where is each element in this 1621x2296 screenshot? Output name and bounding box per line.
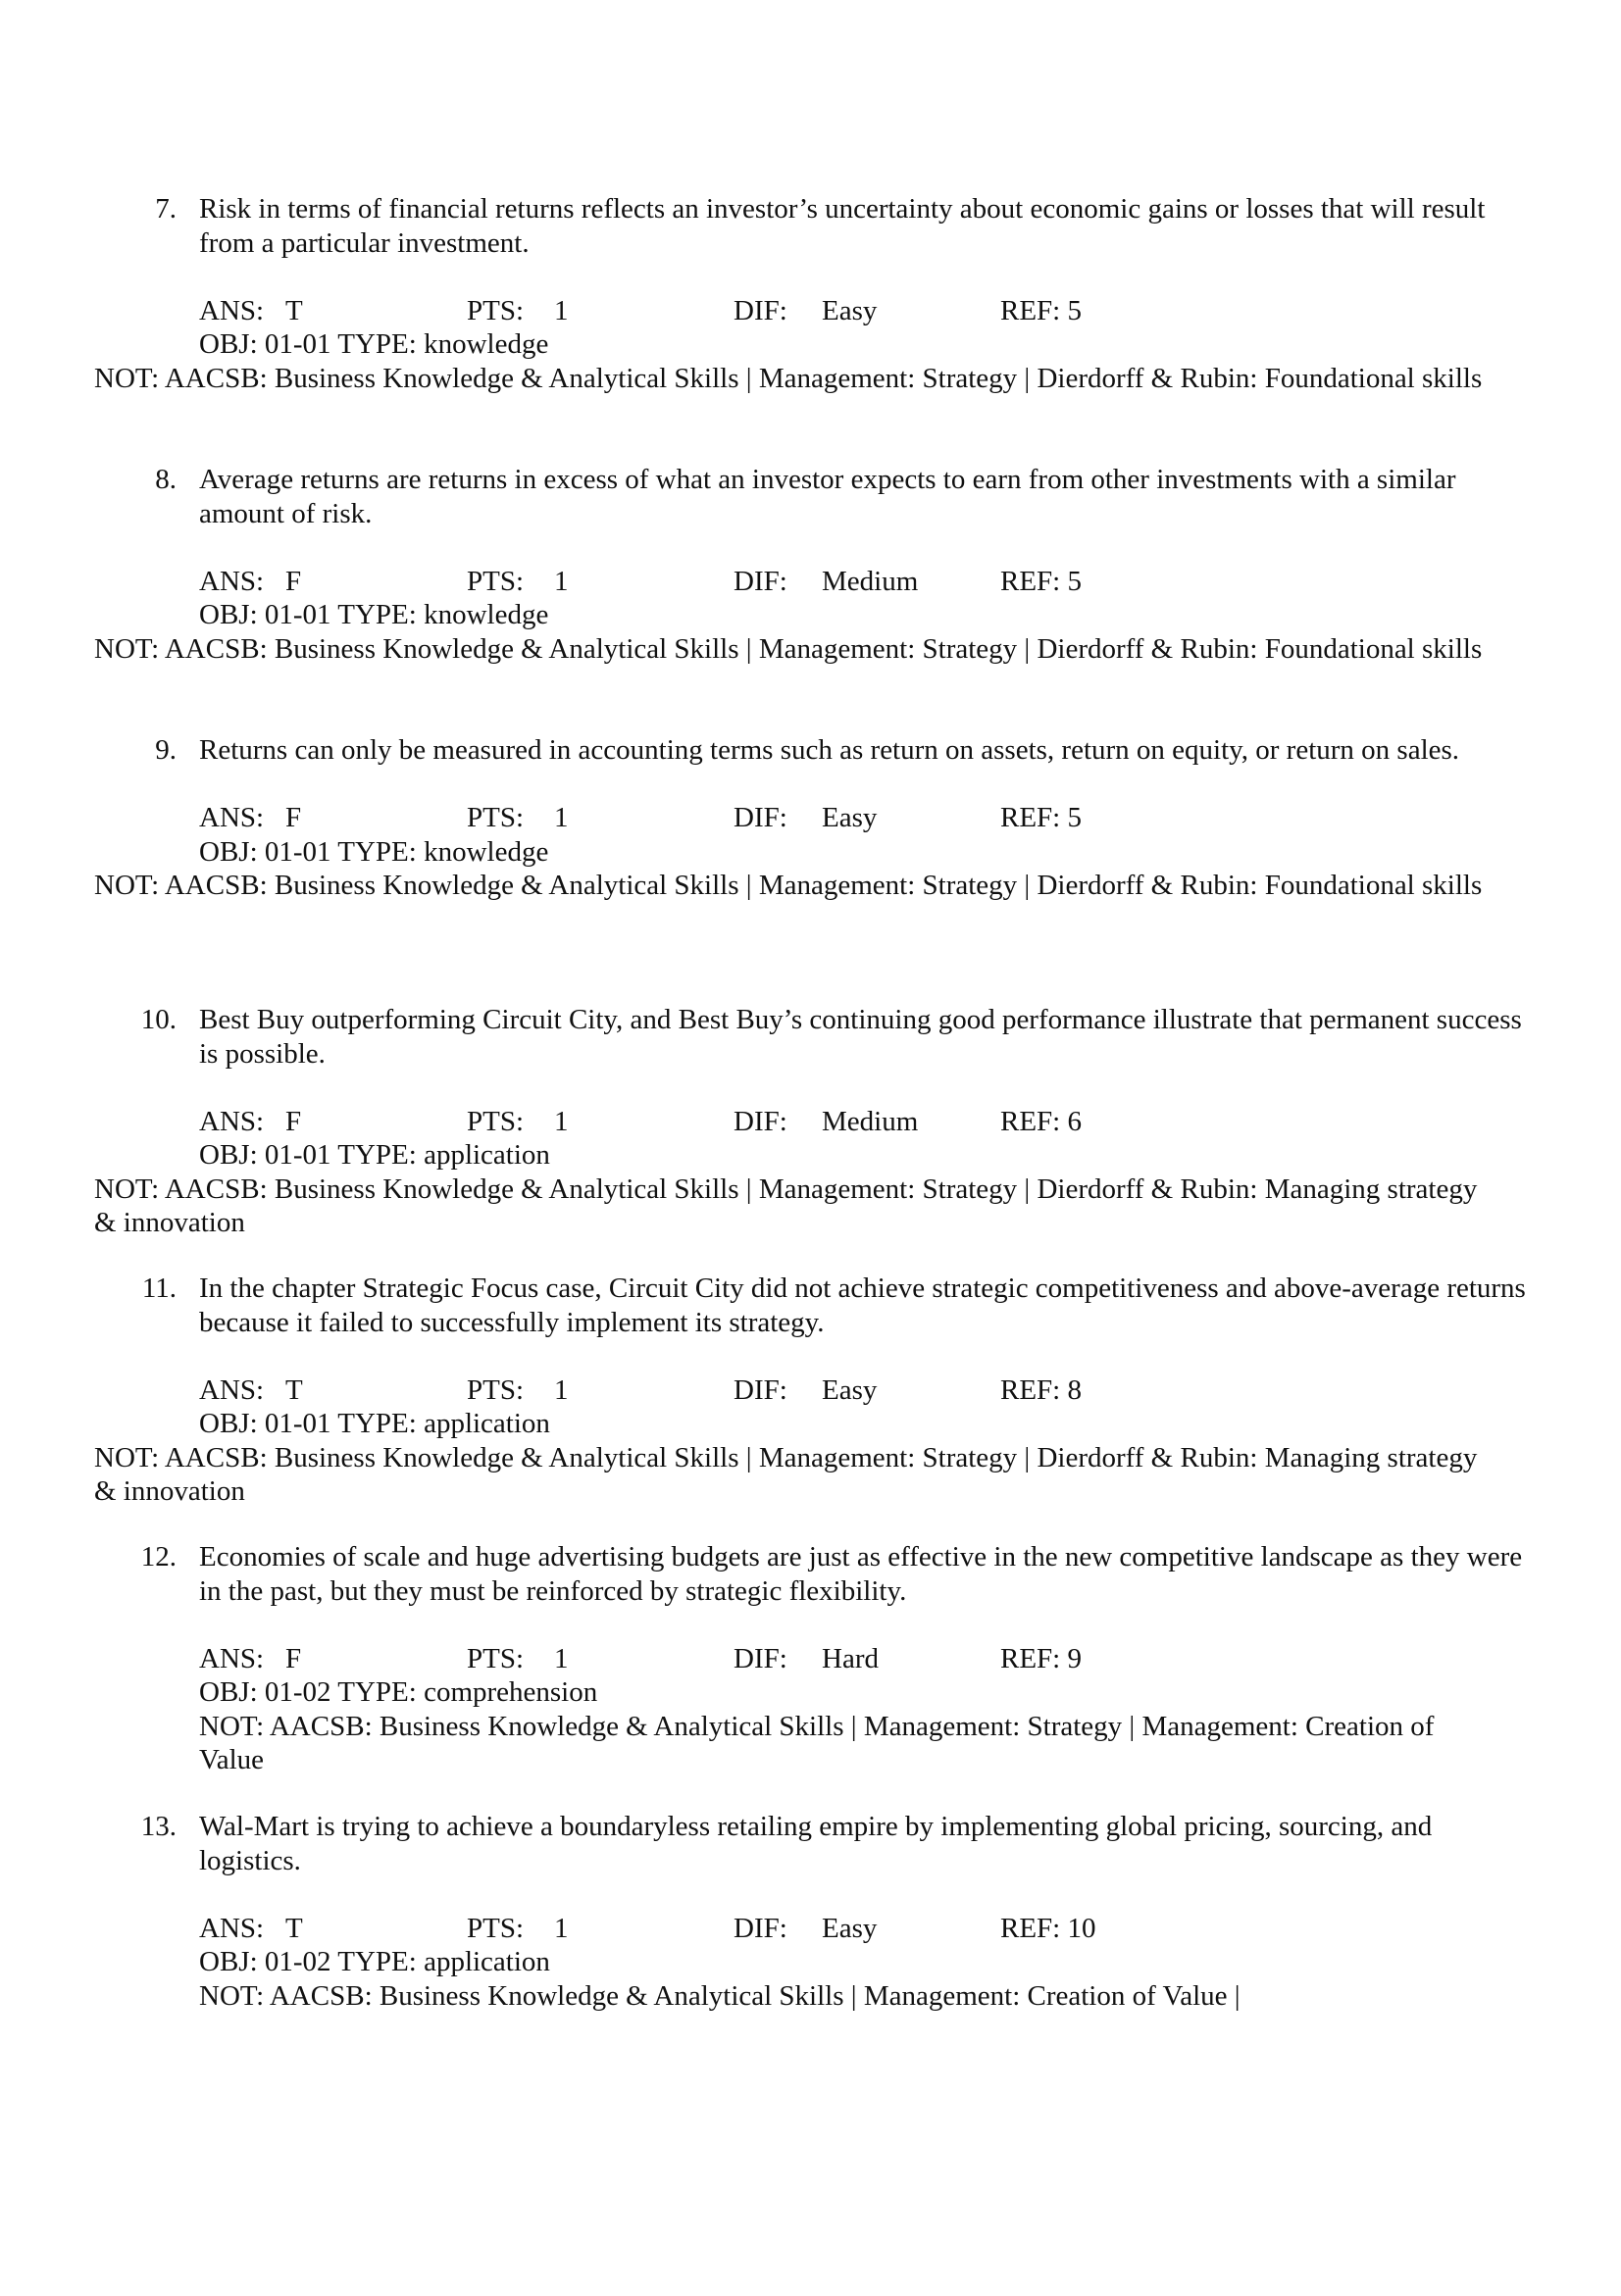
dif-label: DIF:: [734, 1642, 787, 1674]
question-text: Economies of scale and huge advertising budgets are just as effective in the new competitive landscape as they were in the past, but they must be reinforced by strategic flexibility.: [199, 1541, 1523, 1607]
ref-value: REF: 5: [1000, 565, 1082, 597]
question-block-7: [94, 192, 1487, 395]
dif-value: Easy: [822, 802, 878, 833]
question-text: Average returns are returns in excess of what an investor expects to earn from other investments with a similar amount of risk.: [199, 464, 1456, 529]
answer-row: [94, 1912, 1487, 1946]
dif-label: DIF:: [734, 1105, 787, 1137]
answer-row: [94, 294, 1487, 328]
pts-label: PTS:: [467, 565, 525, 597]
objective-line: OBJ: 01-01 TYPE: knowledge: [199, 599, 549, 630]
question-row: [94, 1810, 1538, 1877]
dif-value: Easy: [822, 1373, 878, 1406]
ans-label: ANS:: [199, 1105, 265, 1137]
ans-label: ANS:: [199, 802, 265, 833]
pts-label: PTS:: [467, 802, 525, 833]
question-text: Wal-Mart is trying to achieve a boundaryless retailing empire by implementing global pricing, sourcing, and logistics.: [199, 1811, 1433, 1876]
ans-value: F: [285, 1105, 302, 1137]
question-number: 12.: [140, 1541, 177, 1572]
question-block-8: [94, 463, 1487, 666]
ref-value: REF: 5: [1000, 802, 1082, 833]
notes-line: NOT: AACSB: Business Knowledge & Analytical Skills | Management: Strategy | Dierdorff & Rubin: Foundational skills: [94, 362, 1483, 394]
dif-label: DIF:: [734, 294, 787, 326]
pts-label: PTS:: [467, 1642, 525, 1674]
dif-value: Hard: [822, 1642, 879, 1674]
ref-value: REF: 9: [1000, 1642, 1082, 1674]
notes-line: NOT: AACSB: Business Knowledge & Analytical Skills | Management: Strategy | Dierdorff & Rubin: Foundational skills: [94, 632, 1483, 665]
answer-row: [94, 1373, 1487, 1408]
ref-value: REF: 5: [1000, 294, 1082, 326]
question-block-13: [94, 1810, 1487, 2013]
question-block-11: [94, 1272, 1526, 1509]
question-number: 8.: [155, 464, 177, 495]
question-block-12: [94, 1540, 1523, 1777]
ref-value: REF: 8: [1000, 1373, 1082, 1406]
question-row: [94, 192, 1538, 260]
dif-value: Easy: [822, 1912, 878, 1944]
dif-value: Medium: [822, 565, 919, 597]
question-text: In the chapter Strategic Focus case, Circuit City did not achieve strategic competitiveness and above-average returns because it failed to successfully implement its strategy.: [199, 1273, 1526, 1338]
ref-value: REF: 6: [1000, 1105, 1082, 1137]
notes-line: NOT: AACSB: Business Knowledge & Analytical Skills | Management: Strategy | Dierdorff & Rubin: Foundational skills: [94, 870, 1483, 901]
ans-label: ANS:: [199, 1373, 265, 1406]
dif-label: DIF:: [734, 565, 787, 597]
ans-label: ANS:: [199, 565, 265, 597]
notes-line: NOT: AACSB: Business Knowledge & Analytical Skills | Management: Creation of Value |: [199, 1979, 1241, 2012]
answer-row: [94, 1642, 1487, 1676]
pts-value: 1: [554, 802, 569, 833]
question-row: [94, 1540, 1538, 1608]
pts-label: PTS:: [467, 294, 525, 326]
notes-line: NOT: AACSB: Business Knowledge & Analytical Skills | Management: Strategy | Dierdorff & Rubin: Managing strategy & innovation: [94, 1441, 1478, 1507]
question-row: [94, 733, 1538, 768]
pts-value: 1: [554, 1642, 569, 1674]
notes-line: NOT: AACSB: Business Knowledge & Analytical Skills | Management: Strategy | Dierdorff & Rubin: Managing strategy & innovation: [94, 1173, 1478, 1238]
question-number: 9.: [155, 734, 177, 766]
ans-label: ANS:: [199, 1642, 265, 1674]
dif-label: DIF:: [734, 802, 787, 833]
pts-label: PTS:: [467, 1912, 525, 1944]
question-row: [94, 1272, 1538, 1339]
answer-row: [94, 801, 1487, 835]
pts-label: PTS:: [467, 1105, 525, 1137]
dif-label: DIF:: [734, 1912, 787, 1944]
objective-line: OBJ: 01-01 TYPE: application: [199, 1408, 550, 1439]
dif-label: DIF:: [734, 1373, 787, 1406]
ans-value: F: [285, 802, 302, 833]
pts-value: 1: [554, 565, 569, 597]
question-text: Risk in terms of financial returns reflects an investor’s uncertainty about economic gains or losses that will result from a particular investment.: [199, 193, 1486, 259]
ref-value: REF: 10: [1000, 1912, 1096, 1944]
question-block-10: [94, 1003, 1522, 1240]
question-number: 11.: [141, 1273, 177, 1304]
question-block-9: [94, 733, 1487, 903]
question-text: Best Buy outperforming Circuit City, and Best Buy’s continuing good performance illustrate that permanent success is possible.: [199, 1004, 1522, 1070]
dif-value: Medium: [822, 1105, 919, 1137]
question-text: Returns can only be measured in accounting terms such as return on assets, return on equity, or return on sales.: [199, 734, 1460, 766]
pts-value: 1: [554, 1105, 569, 1137]
answer-row: [94, 565, 1487, 599]
answer-row: [94, 1105, 1487, 1139]
question-row: [94, 463, 1538, 530]
question-row: [94, 1003, 1538, 1071]
ans-value: F: [285, 565, 302, 597]
pts-value: 1: [554, 294, 569, 326]
ans-value: T: [285, 1912, 303, 1944]
ans-value: T: [285, 1373, 303, 1406]
objective-line: OBJ: 01-02 TYPE: comprehension: [199, 1676, 598, 1708]
notes-line: NOT: AACSB: Business Knowledge & Analytical Skills | Management: Strategy | Management: Creation of Value: [199, 1710, 1435, 1775]
objective-line: OBJ: 01-01 TYPE: knowledge: [199, 328, 549, 360]
ans-label: ANS:: [199, 294, 265, 326]
objective-line: OBJ: 01-01 TYPE: knowledge: [199, 835, 549, 868]
objective-line: OBJ: 01-02 TYPE: application: [199, 1946, 550, 1977]
question-number: 10.: [140, 1004, 177, 1035]
pts-label: PTS:: [467, 1373, 525, 1406]
ans-value: T: [285, 294, 303, 326]
objective-line: OBJ: 01-01 TYPE: application: [199, 1139, 550, 1171]
dif-value: Easy: [822, 294, 878, 326]
ans-value: F: [285, 1642, 302, 1674]
pts-value: 1: [554, 1373, 569, 1406]
ans-label: ANS:: [199, 1912, 265, 1944]
pts-value: 1: [554, 1912, 569, 1944]
question-number: 7.: [155, 193, 177, 225]
question-number: 13.: [140, 1811, 177, 1842]
